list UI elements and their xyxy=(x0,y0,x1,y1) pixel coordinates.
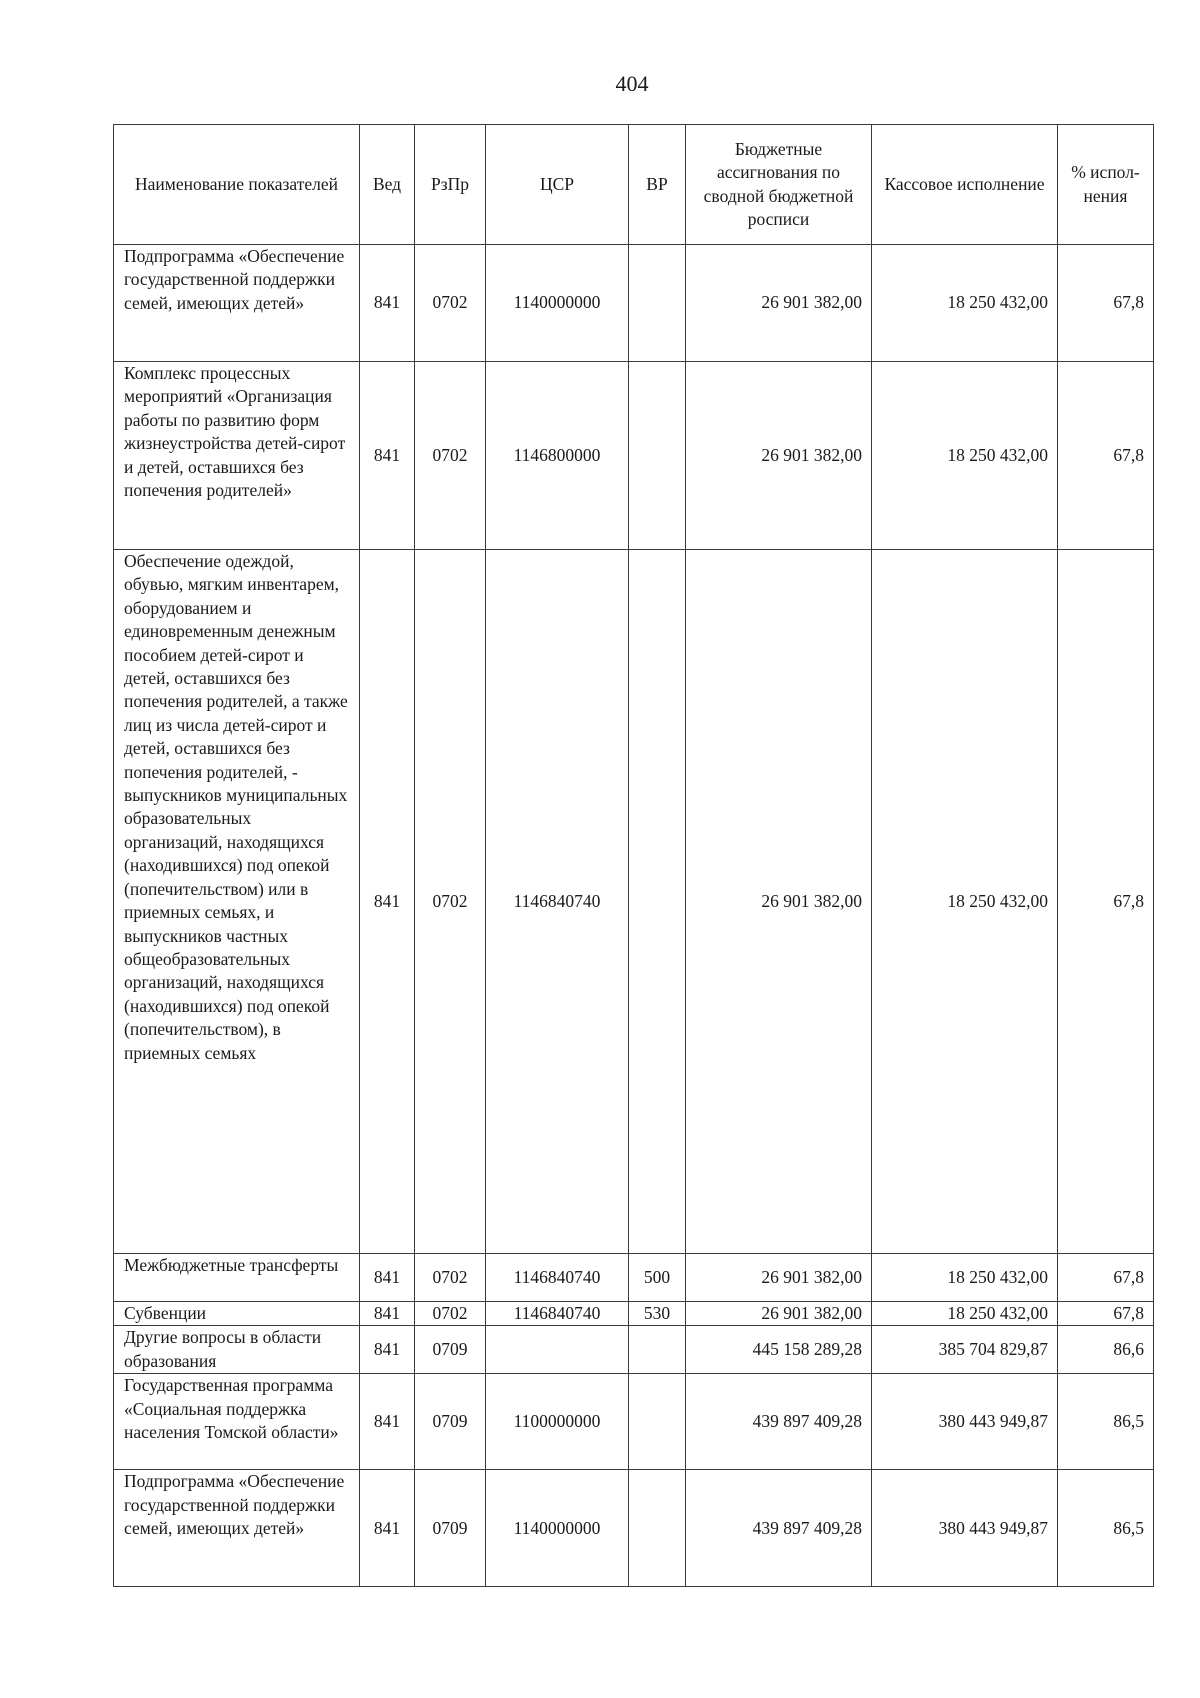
row-vr xyxy=(629,1326,686,1374)
row-csr: 1140000000 xyxy=(486,245,629,362)
row-vr xyxy=(629,550,686,1254)
row-ved: 841 xyxy=(360,1254,415,1302)
header-name: Наименование показателей xyxy=(114,125,360,245)
header-csr: ЦСР xyxy=(486,125,629,245)
row-percent: 67,8 xyxy=(1058,362,1154,550)
row-name: Комплекс процессных мероприятий «Организация работы по развитию форм жизнеустройства детей-сирот и детей, оставшихся без попечения родителей» xyxy=(114,362,360,550)
row-ved: 841 xyxy=(360,1470,415,1587)
table-header-row xyxy=(114,125,1154,245)
row-executed: 18 250 432,00 xyxy=(872,245,1058,362)
row-assigned: 439 897 409,28 xyxy=(686,1374,872,1470)
row-name: Обеспечение одеждой, обувью, мягким инвентарем, оборудованием и единовременным денежным пособием детей-сирот и детей, оставшихся без попечения родителей, а также лиц из числа детей-сирот и детей, оставшихся без попечения родителей, - выпускников муниципальных образовательных организаций, находящихся (находившихся) под опекой (попечительством) или в приемных семьях, и выпускников частных общеобразовательных организаций, находящихся (находившихся) под опекой (попечительством), в приемных семьях xyxy=(114,550,360,1254)
row-name: Субвенции xyxy=(114,1302,360,1326)
row-ved: 841 xyxy=(360,550,415,1254)
row-rzpr: 0702 xyxy=(415,362,486,550)
table-row xyxy=(114,550,1154,1254)
row-executed: 18 250 432,00 xyxy=(872,550,1058,1254)
row-rzpr: 0702 xyxy=(415,1254,486,1302)
row-percent: 86,5 xyxy=(1058,1374,1154,1470)
table-row xyxy=(114,1326,1154,1374)
row-rzpr: 0702 xyxy=(415,550,486,1254)
row-csr: 1146840740 xyxy=(486,550,629,1254)
row-rzpr: 0709 xyxy=(415,1470,486,1587)
row-assigned: 26 901 382,00 xyxy=(686,362,872,550)
row-csr: 1100000000 xyxy=(486,1374,629,1470)
row-vr xyxy=(629,1470,686,1587)
row-ved: 841 xyxy=(360,1374,415,1470)
budget-execution-table xyxy=(113,124,1154,1587)
row-executed: 18 250 432,00 xyxy=(872,1254,1058,1302)
row-executed: 385 704 829,87 xyxy=(872,1326,1058,1374)
row-name: Подпрограмма «Обеспечение государственной поддержки семей, имеющих детей» xyxy=(114,1470,360,1587)
row-assigned: 26 901 382,00 xyxy=(686,1302,872,1326)
row-assigned: 439 897 409,28 xyxy=(686,1470,872,1587)
row-name: Государственная программа «Социальная поддержка населения Томской области» xyxy=(114,1374,360,1470)
header-percent: % испол-нения xyxy=(1058,125,1154,245)
row-name: Другие вопросы в области образования xyxy=(114,1326,360,1374)
row-csr: 1146840740 xyxy=(486,1254,629,1302)
row-rzpr: 0709 xyxy=(415,1326,486,1374)
row-percent: 67,8 xyxy=(1058,245,1154,362)
row-csr: 1140000000 xyxy=(486,1470,629,1587)
row-percent: 86,6 xyxy=(1058,1326,1154,1374)
row-assigned: 26 901 382,00 xyxy=(686,1254,872,1302)
row-ved: 841 xyxy=(360,245,415,362)
row-ved: 841 xyxy=(360,362,415,550)
table-row xyxy=(114,1302,1154,1326)
row-percent: 67,8 xyxy=(1058,1302,1154,1326)
header-rzpr: РзПр xyxy=(415,125,486,245)
row-csr: 1146800000 xyxy=(486,362,629,550)
row-assigned: 26 901 382,00 xyxy=(686,245,872,362)
row-vr: 530 xyxy=(629,1302,686,1326)
row-assigned: 445 158 289,28 xyxy=(686,1326,872,1374)
row-ved: 841 xyxy=(360,1302,415,1326)
header-assigned: Бюджетные ассигнования по сводной бюджетной росписи xyxy=(686,125,872,245)
row-vr xyxy=(629,1374,686,1470)
row-ved: 841 xyxy=(360,1326,415,1374)
row-vr: 500 xyxy=(629,1254,686,1302)
row-vr xyxy=(629,362,686,550)
header-vr: ВР xyxy=(629,125,686,245)
header-ved: Вед xyxy=(360,125,415,245)
table-row xyxy=(114,1254,1154,1302)
row-executed: 18 250 432,00 xyxy=(872,1302,1058,1326)
table-row xyxy=(114,1374,1154,1470)
row-vr xyxy=(629,245,686,362)
row-percent: 67,8 xyxy=(1058,1254,1154,1302)
row-executed: 380 443 949,87 xyxy=(872,1374,1058,1470)
row-percent: 86,5 xyxy=(1058,1470,1154,1587)
row-rzpr: 0702 xyxy=(415,245,486,362)
row-csr xyxy=(486,1326,629,1374)
row-rzpr: 0709 xyxy=(415,1374,486,1470)
header-executed: Кассовое исполнение xyxy=(872,125,1058,245)
row-name: Подпрограмма «Обеспечение государственной поддержки семей, имеющих детей» xyxy=(114,245,360,362)
table-row xyxy=(114,362,1154,550)
table-row xyxy=(114,245,1154,362)
table-row xyxy=(114,1470,1154,1587)
row-executed: 380 443 949,87 xyxy=(872,1470,1058,1587)
row-name: Межбюджетные трансферты xyxy=(114,1254,360,1302)
row-executed: 18 250 432,00 xyxy=(872,362,1058,550)
row-assigned: 26 901 382,00 xyxy=(686,550,872,1254)
page-number: 404 xyxy=(615,71,649,96)
row-percent: 67,8 xyxy=(1058,550,1154,1254)
row-rzpr: 0702 xyxy=(415,1302,486,1326)
row-csr: 1146840740 xyxy=(486,1302,629,1326)
